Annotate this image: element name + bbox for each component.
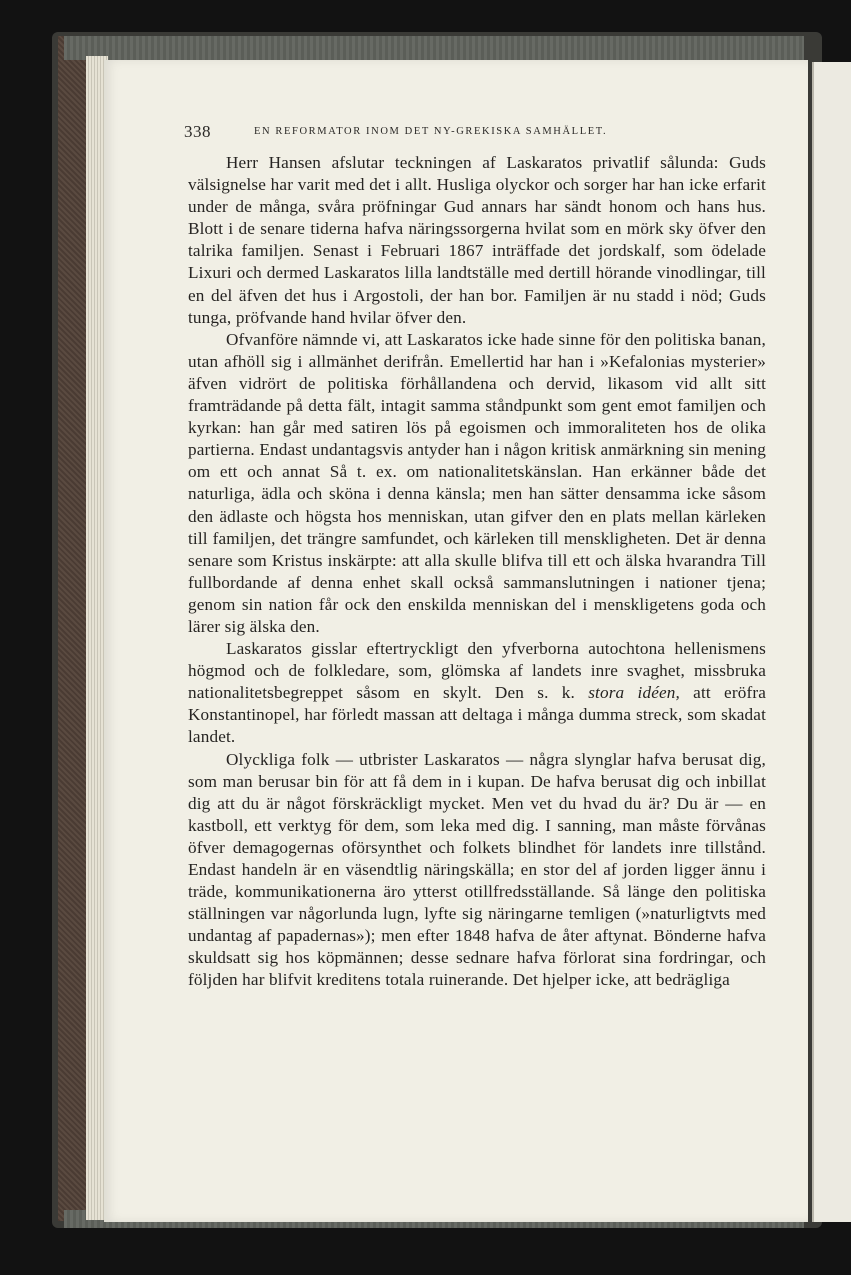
running-title: EN REFORMATOR INOM DET NY-GREKISKA SAMHÄLLET. — [254, 126, 608, 137]
paragraph-text: att eröfra Konstantinopel, har förledt massan att deltaga i många dumma streck, som skadat landet. — [188, 683, 766, 747]
paragraph-text: Ofvanföre nämnde vi, att Laskaratos icke hade sinne för den politiska banan, utan afhöll sig i allmänhet derifrån. Emellertid har han i »Kefalonias mysterier» äfven vidrört de politiska förhållandena och dervid, likasom vid allt sitt framträdande på detta fält, intagit samma ståndpunkt som gent emot familjen och kyrkan: han går med satiren lös på egoismen och immoraliteten hos de olika partierna. Endast undantagsvis antyder han i någon kritisk anmärkning sin mening om ett och annat Så t. ex. om nationalitetskänslan. Han erkänner både det naturliga, ädla och sköna i denna känsla; men han sätter densamma icke såsom den ädlaste och högsta hos menniskan, utan gifver den en plats mellan kärleken till familjen, det trängre samfundet, och kärleken till menskligheten. Det är denna senare som Kristus inskärpte: att alla skulle blifva till ett och älska hvarandra Till fullbordande af denna enhet skall också sammanslutningen i nationer tjena; genom sin nation får ock den enskilda menniskan del i menskligetens goda och lärer sig älska den. — [188, 329, 766, 636]
emphasized-phrase: stora idéen, — [588, 683, 680, 703]
paragraph — [188, 329, 766, 638]
page-number: 338 — [184, 122, 211, 141]
facing-page-edge — [812, 62, 851, 1222]
body-text — [188, 152, 766, 992]
paragraph-text: Herr Hansen afslutar teckningen af Laskaratos privatlif sålunda: Guds välsignelse har varit med det i allt. Husliga olyckor och sorger har han icke erfarit under de många, svåra pröfningar Gud annars har sändt honom och hans hus. Blott i de senare tiderna hafva näringssorgerna hvilat som en mörk sky öfver den talrika familjen. Senast i Februari 1867 inträffade det jordskalf, som ödelade Lixuri och dermed Laskaratos lilla landtställe med dertill hörande vinodlingar, till en del äfven det hus i Argostoli, der han bor. Familjen är nu stadd i nöd; Guds tunga, pröfvande hand hvilar öfver den. — [188, 153, 766, 327]
paragraph — [188, 638, 766, 748]
paragraph-text: Olyckliga folk — utbrister Laskaratos — några slynglar hafva berusat dig, som man berusar bin för att få dem in i kupan. De hafva berusat dig och inbillat dig att du är något förskräckligt mycket. Men vet du hvad du är? Du är — en kastboll, ett verktyg för dem, som leka med dig. I sanning, man måste förvånas öfver demagogernas oförsynthet och folkets blindhet för landets inre tillstånd. Endast handeln är en väsendtlig näringskälla; en stor del af jorden ligger ännu i träde, kommunikationerna äro ytterst otillfredsställande. Så länge den politiska ställningen var någorlunda lugn, lyfte sig näringarne temligen (»naturligtvts med undantag af papadernas»); men efter 1848 hafva de åter aftynat. Bönderne hafva skuldsatt sig hos köpmännen; desse sednare hafva förlorat sina fordringar, och följden har blifvit kreditens totala ruinerande. Det hjelper icke, att bedrägliga — [188, 749, 766, 990]
book-page — [104, 60, 808, 1222]
cover-top-edge — [64, 36, 804, 60]
page-header — [184, 122, 704, 142]
paragraph-text: Laskaratos gisslar eftertryckligt den yfverborna autochtona hellenismens högmod och de folkledare, som, glömska af landets inre svaghet, missbruka nationalitetsbegreppet såsom en skylt. Den s. k. — [188, 639, 766, 703]
paragraph — [188, 749, 766, 992]
paragraph — [188, 152, 766, 329]
